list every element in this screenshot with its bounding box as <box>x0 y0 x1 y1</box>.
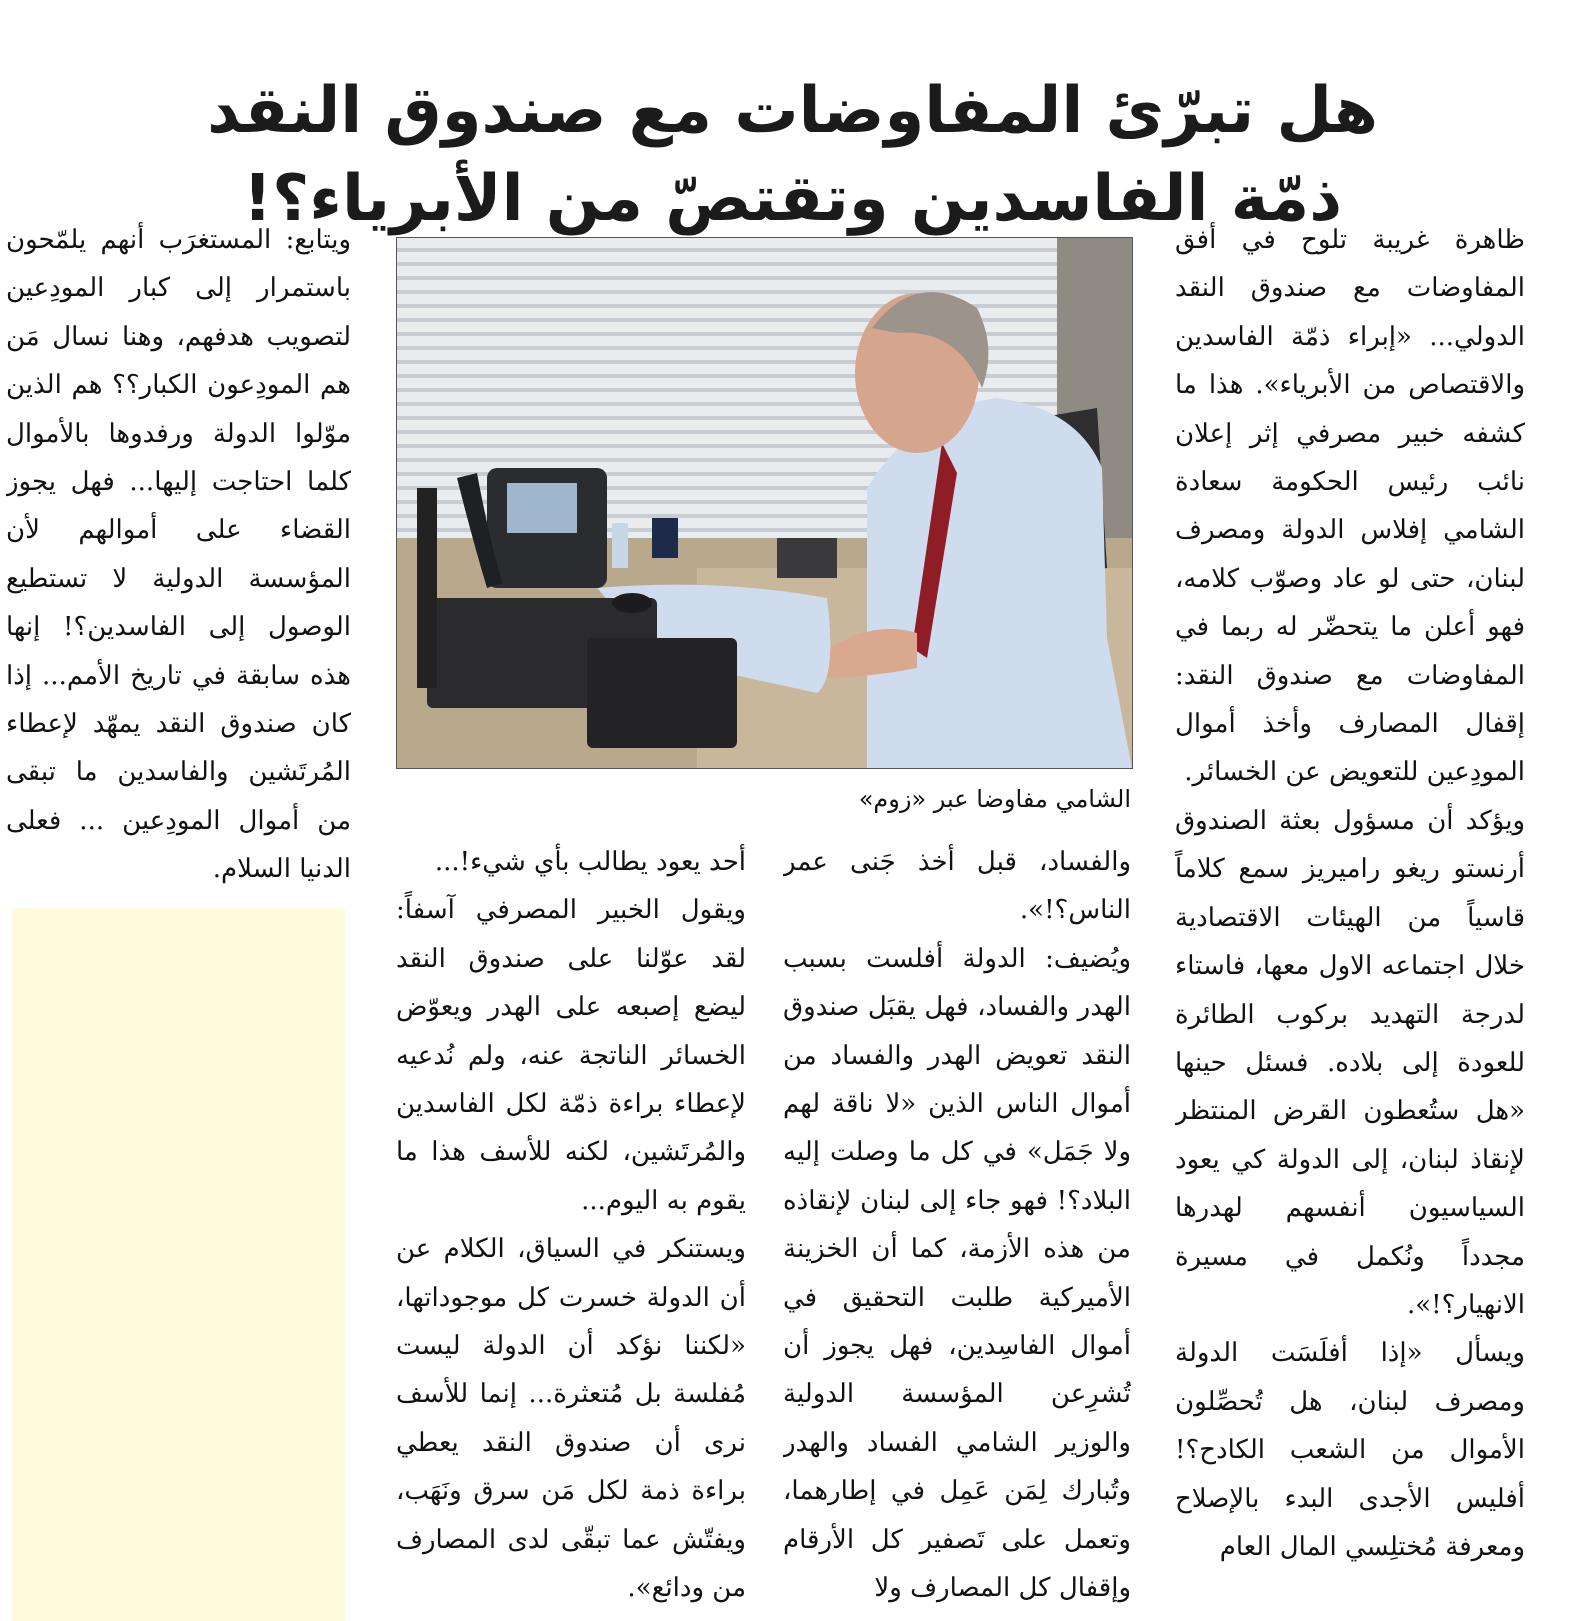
headline-line-1: هل تبرّئ المفاوضات مع صندوق النقد <box>207 73 1378 148</box>
paragraph: ويقول الخبير المصرفي آسفاً: لقد عوّلنا على صندوق النقد ليضع إصبعه على الهدر ويعوّض الخسائر الناتجة عنه، ولم نُدعيه لإعطاء براءة ذمّة لكل الفاسدين والمُرتَشين، لكنه للأسف هذا ما يقوم به اليوم... <box>396 895 746 1216</box>
paragraph: ظاهرة غريبة تلوح في أفق المفاوضات مع صندوق النقد الدولي... «إبراء ذمّة الفاسدين والاقتصاص من الأبرياء». هذا ما كشفه خبير مصرفي إثر إعلان نائب رئيس الحكومة سعادة الشامي إفلاس الدولة ومصرف لبنان، حتى لو عاد وصوّب كلامه، فهو أعلن ما يتحضّر له ربما في المفاوضات مع صندوق النقد: إقفال المصارف وأخذ أموال المودِعين للتعويض عن الخسائر. <box>1175 225 1525 788</box>
article-column-3 <box>396 838 746 1618</box>
paragraph: ويستنكر في السياق، الكلام عن أن الدولة خسرت كل موجوداتها، «لكننا نؤكد أن الدولة ليست مُفلسة بل مُتعثرة... إنما للأسف نرى أن صندوق النقد يعطي براءة ذمة لكل مَن سرق ونَهَب، ويفتّش عما تبقّى لدى المصارف من ودائع». <box>396 1234 746 1604</box>
paragraph: ويُضيف: الدولة أفلست بسبب الهدر والفساد، فهل يقبَل صندوق النقد تعويض الهدر والفساد من أموال الناس الذين «لا ناقة لهم ولا جَمَل» في كل ما وصلت إليه البلاد؟! فهو جاء إلى لبنان لإنقاذه من هذه الأزمة، كما أن الخزينة الأميركية طلبت التحقيق في أموال الفاسِدين، فهل يجوز أن تُشرِعن المؤسسة الدولية والوزير الشامي الفساد والهدر وتُبارك لِمَن عَمِل في إطارهما، وتعمل على تَصفير كل الأرقام وإقفال كل المصارف ولا <box>783 943 1131 1604</box>
advert-placeholder <box>12 908 345 1621</box>
photo-caption: الشامي مفاوضا عبر «زوم» <box>858 785 1131 813</box>
paragraph: ويؤكد أن مسؤول بعثة الصندوق أرنستو ريغو راميريز سمع كلاماً قاسياً من الهيئات الاقتصادية خلال اجتماعه الاول معها، فاستاء لدرجة التهديد بركوب الطائرة للعودة إلى بلاده. فسئل حينها «هل ستُعطون القرض المنتظر لإنقاذ لبنان، إلى الدولة كي يعود السياسيون أنفسهم لهدرها مجدداً ونُكمل في مسيرة الانهيار؟!». <box>1175 805 1525 1320</box>
article-column-4 <box>6 216 351 916</box>
article-photo <box>396 237 1133 769</box>
paragraph: ويتابع: المستغرَب أنهم يلمّحون باستمرار إلى كبار المودِعين لتصويب هدفهم، وهنا نسال مَن هم المودِعون الكبار؟؟ هم الذين موّلوا الدولة ورفدوها بالأموال كلما احتاجت إليها... فهل يجوز القضاء على أموالهم لأن المؤسسة الدولية لا تستطيع الوصول إلى الفاسدين؟! إنها هذه سابقة في تاريخ الأمم... إذا كان صندوق النقد يمهّد لإعطاء المُرتَشين والفاسدين ما تبقى من أموال المودِعين ... فعلى الدنيا السلام. <box>6 225 351 885</box>
article-column-1 <box>1175 216 1525 1616</box>
paragraph: ويسأل «إذا أفلَسَت الدولة ومصرف لبنان، هل تُحصِّلون الأموال من الشعب الكادح؟! أفليس الأجدى البدء بالإصلاح ومعرفة مُختلِسي المال العام <box>1175 1338 1525 1562</box>
article-column-2 <box>783 838 1131 1618</box>
keyboard <box>587 638 737 748</box>
paragraph: أحد يعود يطالب بأي شيء!... <box>434 847 746 877</box>
person-shirt <box>867 398 1132 768</box>
paragraph: والفساد، قبل أخذ جَنى عمر الناس؟!». <box>783 847 1131 926</box>
headline-line-2: ذمّة الفاسدين وتقتصّ من الأبرياء؟! <box>242 161 1343 236</box>
